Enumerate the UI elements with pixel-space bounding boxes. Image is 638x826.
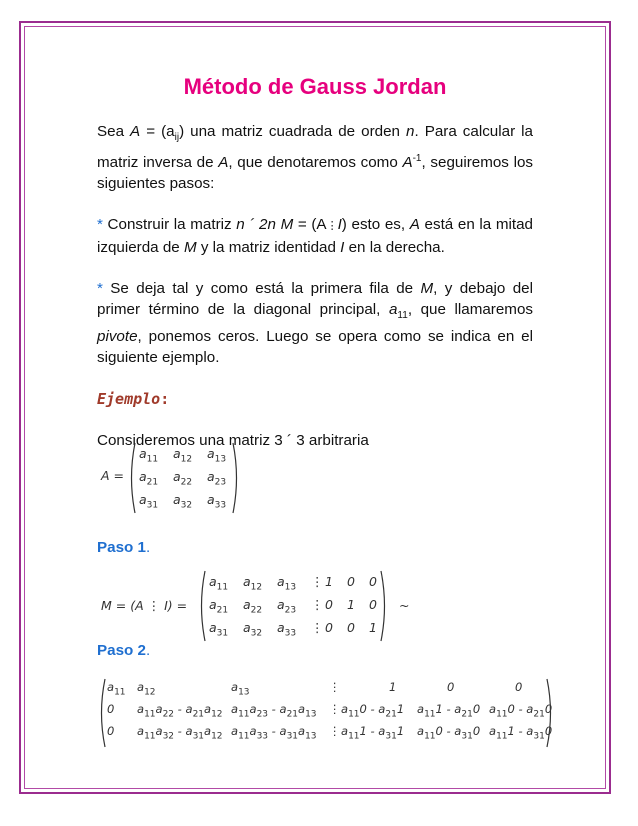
matrix-m-left-cell: $a_{12}$ (243, 574, 263, 593)
matrix-a-cell: $a_{13}$ (207, 446, 227, 465)
matrix-paso-2-right-cell: $a_{11}0 - a_{31}0$ (417, 724, 481, 742)
matrix-m-left-cell: $a_{13}$ (277, 574, 297, 593)
matrix-a (97, 440, 247, 514)
matrix-paso-2-right-cell: $a_{11}1 - a_{21}0$ (417, 702, 481, 720)
matrix-paso-2-left-cell: $a_{11}a_{23} - a_{21}a_{13}$ (231, 702, 317, 720)
paso-1-label: Paso 1. (97, 539, 151, 556)
augment-separator: ⋮ (311, 574, 324, 589)
paragraph-step-pivot: * Se deja tal y como está la primera fila de M, y debajo del primer término de la diagonal principal, $a_{11}$, que llamaremos pivote, ponemos ceros. Luego se opera como se indica en el siguiente ejemplo. (97, 280, 533, 367)
matrix-m-left-cell: $a_{23}$ (277, 597, 297, 616)
matrix-paso-2-left-cell: 0 (107, 724, 115, 738)
matrix-m-right-cell: 1 (369, 620, 377, 635)
page-title: Método de Gauss Jordan (183, 74, 447, 99)
matrix-a-cell: $a_{33}$ (207, 492, 227, 511)
matrix-paso-2-right-cell: 0 (515, 680, 523, 694)
matrix-m-right-cell: 0 (325, 597, 333, 612)
matrix-paso-2-left-cell: $a_{11}a_{33} - a_{31}a_{13}$ (231, 724, 317, 742)
matrix-m-left-cell: $a_{32}$ (243, 620, 263, 639)
left-paren (127, 442, 137, 514)
matrix-paso-2-right-cell: $a_{11}0 - a_{21}1$ (341, 702, 405, 720)
matrix-paso-2-right-cell: $a_{11}1 - a_{31}0$ (489, 724, 553, 742)
matrix-a-cell: $a_{11}$ (139, 446, 159, 465)
matrix-m-right-cell: 1 (325, 574, 333, 589)
matrix-m-left-cell: $a_{11}$ (209, 574, 229, 593)
document-body (97, 74, 533, 451)
matrix-a-cell: $a_{21}$ (139, 469, 159, 488)
paragraph-intro: Sea $A = (a_{ij})$ una matriz cuadrada de orden n. Para calcular la matriz inversa de A, que denotaremos como $A^{-1}$, seguiremos los siguientes pasos: (97, 123, 533, 193)
matrix-m-right-cell: 0 (325, 620, 333, 635)
left-paren (97, 678, 107, 748)
matrix-paso-2-left-cell: $a_{11}a_{22} - a_{21}a_{12}$ (137, 702, 223, 720)
matrix-a-cell: $a_{31}$ (139, 492, 159, 511)
right-paren (379, 570, 389, 642)
matrix-paso-2-right-cell: $a_{11}1 - a_{31}1$ (341, 724, 405, 742)
matrix-paso-2-right-cell: 0 (447, 680, 455, 694)
matrix-m-right-cell: 0 (369, 597, 377, 612)
matrix-paso-2-right-cell: $a_{11}0 - a_{21}0$ (489, 702, 553, 720)
matrix-a-lhs: A = (101, 468, 124, 483)
matrix-m-right-cell: 0 (369, 574, 377, 589)
augment-separator: ⋮ (329, 702, 341, 716)
matrix-paso-2-left-cell: $a_{11}$ (107, 680, 126, 698)
matrix-a-cell: $a_{23}$ (207, 469, 227, 488)
paragraph-step-construct: * Construir la matriz n ´ 2n M = (A⋮I) esto es, A está en la mitad izquierda de M y la matriz identidad I en la derecha. (97, 216, 534, 257)
matrix-m-left-cell: $a_{21}$ (209, 597, 229, 616)
matrix-m-right-cell: 0 (347, 620, 355, 635)
matrix-a-cell: $a_{22}$ (173, 469, 193, 488)
matrix-m-lhs: M = (A ⋮ I) = (101, 598, 188, 613)
augment-separator: ⋮ (311, 597, 324, 612)
matrix-paso-2 (97, 676, 557, 748)
matrix-m-right-cell: 1 (347, 597, 355, 612)
augment-separator: ⋮ (311, 620, 324, 635)
matrix-a-cell: $a_{32}$ (173, 492, 193, 511)
paragraph-consideremos: Consideremos una matriz 3 ´ 3 arbitraria (97, 432, 369, 450)
matrix-m-left-cell: $a_{33}$ (277, 620, 297, 639)
tilde-symbol: ~ (399, 598, 410, 613)
paso-2-label: Paso 2. (97, 642, 151, 659)
matrix-m-right-cell: 0 (347, 574, 355, 589)
augment-separator: ⋮ (329, 724, 341, 738)
matrix-paso-2-left-cell: $a_{12}$ (137, 680, 156, 698)
matrix-m (97, 568, 437, 642)
matrix-m-left-cell: $a_{31}$ (209, 620, 229, 639)
matrix-paso-2-right-cell: 1 (389, 680, 397, 694)
right-paren (231, 442, 241, 514)
matrix-m-left-cell: $a_{22}$ (243, 597, 263, 616)
matrix-paso-2-left-cell: $a_{11}a_{32} - a_{31}a_{12}$ (137, 724, 223, 742)
ejemplo-heading: Ejemplo: (97, 390, 170, 409)
augment-separator: ⋮ (329, 680, 341, 694)
matrix-a-cell: $a_{12}$ (173, 446, 193, 465)
left-paren (197, 570, 207, 642)
matrix-paso-2-left-cell: $a_{13}$ (231, 680, 250, 698)
matrix-paso-2-left-cell: 0 (107, 702, 115, 716)
